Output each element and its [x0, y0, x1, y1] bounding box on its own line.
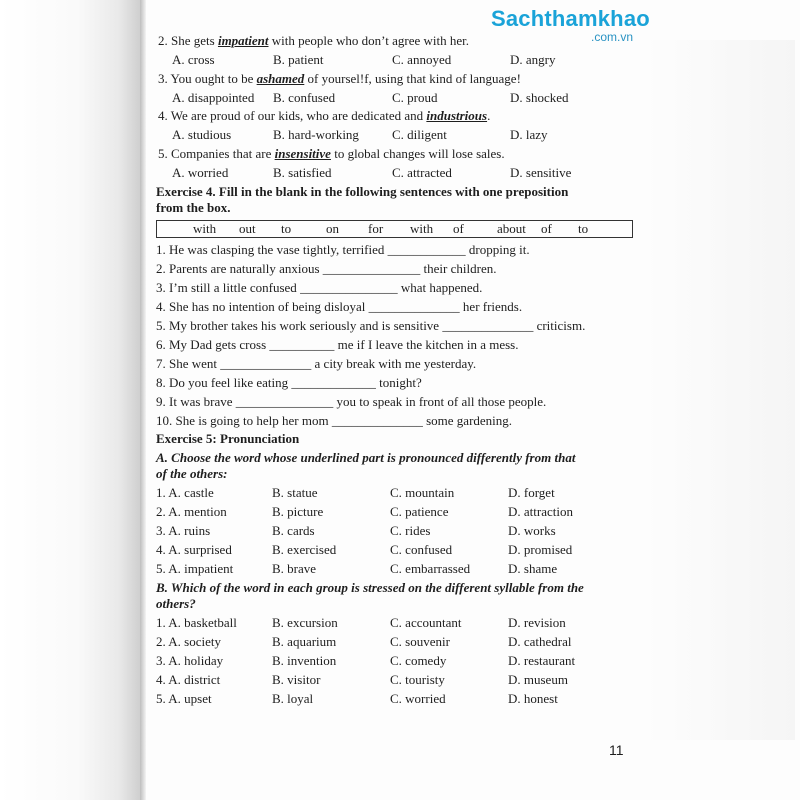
- word-box: [156, 220, 633, 238]
- stress-option-b: B. loyal: [272, 691, 314, 706]
- target-word: ashamed: [256, 71, 305, 86]
- fill-sentence: 6. My Dad gets cross __________ me if I leave the kitchen in a mess.: [156, 337, 519, 352]
- pron-option-c: C. patience: [390, 504, 449, 519]
- box-word: for: [368, 221, 384, 236]
- option-a: A. disappointed: [172, 90, 255, 105]
- option-c: C. annoyed: [392, 52, 452, 67]
- box-word: of: [541, 221, 552, 236]
- stress-option-a: 5. A. upset: [156, 691, 212, 706]
- pron-option-d: D. promised: [508, 542, 573, 557]
- option-d: D. shocked: [510, 90, 569, 105]
- box-word: on: [326, 221, 339, 236]
- pron-option-a: 4. A. surprised: [156, 542, 232, 557]
- pron-option-a: 1. A. castle: [156, 485, 214, 500]
- option-b: B. satisfied: [273, 165, 332, 180]
- pron-option-a: 5. A. impatient: [156, 561, 234, 576]
- pron-option-c: C. mountain: [390, 485, 455, 500]
- page-edge-shadow: [140, 0, 146, 800]
- target-word: impatient: [217, 33, 269, 48]
- exercise5-part-a-instruction: A. Choose the word whose underlined part is pronounced differently from that: [156, 450, 576, 465]
- question-4: 4. We are proud of our kids, who are dedicated and industrious.: [158, 108, 491, 123]
- box-word: to: [281, 221, 292, 236]
- stress-option-d: D. restaurant: [508, 653, 576, 668]
- stress-option-a: 3. A. holiday: [156, 653, 224, 668]
- stress-option-c: C. comedy: [390, 653, 447, 668]
- fill-sentence: 1. He was clasping the vase tightly, terrified ____________ dropping it.: [156, 242, 530, 257]
- box-word: about: [497, 221, 526, 236]
- box-word: out: [239, 221, 256, 236]
- stress-option-b: B. aquarium: [272, 634, 337, 649]
- stress-option-a: 2. A. society: [156, 634, 221, 649]
- option-b: B. hard-working: [273, 127, 359, 142]
- stress-option-b: B. excursion: [272, 615, 338, 630]
- option-a: A. studious: [172, 127, 232, 142]
- pron-option-d: D. forget: [508, 485, 555, 500]
- stress-option-a: 4. A. district: [156, 672, 221, 687]
- question-5: 5. Companies that are insensitive to global changes will lose sales.: [158, 146, 505, 161]
- option-a: A. cross: [172, 52, 215, 67]
- pron-option-b: B. picture: [272, 504, 324, 519]
- fill-sentence: 7. She went ______________ a city break with me yesterday.: [156, 356, 477, 371]
- pron-option-c: C. confused: [390, 542, 453, 557]
- option-d: D. lazy: [510, 127, 548, 142]
- option-d: D. angry: [510, 52, 556, 67]
- pron-option-c: C. rides: [390, 523, 431, 538]
- stress-option-c: C. souvenir: [390, 634, 450, 649]
- pron-option-d: D. shame: [508, 561, 558, 576]
- box-word: of: [453, 221, 464, 236]
- stress-option-b: B. visitor: [272, 672, 321, 687]
- option-c: C. attracted: [392, 165, 452, 180]
- exercise5-part-b-instruction-cont: others?: [156, 596, 196, 611]
- option-c: C. proud: [392, 90, 438, 105]
- pron-option-b: B. brave: [272, 561, 317, 576]
- pron-option-d: D. attraction: [508, 504, 573, 519]
- watermark-domain: .com.vn: [591, 30, 634, 44]
- exercise5-part-b-instruction: B. Which of the word in each group is stressed on the different syllable from the: [156, 580, 584, 595]
- target-word: insensitive: [274, 146, 331, 161]
- page-number: 11: [609, 742, 624, 758]
- pron-option-d: D. works: [508, 523, 556, 538]
- stress-option-d: D. museum: [508, 672, 568, 687]
- stress-option-c: C. touristy: [390, 672, 445, 687]
- option-c: C. diligent: [392, 127, 447, 142]
- stress-option-c: C. accountant: [390, 615, 462, 630]
- pron-option-b: B. statue: [272, 485, 318, 500]
- stress-option-d: D. cathedral: [508, 634, 572, 649]
- bleed-through: [645, 40, 795, 740]
- exercise5-part-a-instruction-cont: of the others:: [156, 466, 228, 481]
- fill-sentence: 4. She has no intention of being disloyal ______________ her friends.: [156, 299, 523, 314]
- stress-option-d: D. honest: [508, 691, 558, 706]
- pron-option-b: B. cards: [272, 523, 315, 538]
- box-word: with: [193, 221, 217, 236]
- fill-sentence: 10. She is going to help her mom ______________ some gardening.: [156, 413, 513, 428]
- box-word: to: [578, 221, 589, 236]
- fill-sentence: 2. Parents are naturally anxious _______________ their children.: [156, 261, 497, 276]
- pron-option-b: B. exercised: [272, 542, 337, 557]
- stress-option-d: D. revision: [508, 615, 566, 630]
- exercise5-title: Exercise 5: Pronunciation: [156, 431, 300, 446]
- fill-sentence: 8. Do you feel like eating _____________ tonight?: [156, 375, 422, 390]
- exercise4-title-cont: from the box.: [156, 200, 231, 215]
- pron-option-a: 3. A. ruins: [156, 523, 211, 538]
- option-d: D. sensitive: [510, 165, 572, 180]
- pron-option-c: C. embarrassed: [390, 561, 471, 576]
- stress-option-b: B. invention: [272, 653, 337, 668]
- exercise4-title: Exercise 4. Fill in the blank in the following sentences with one preposition: [156, 184, 569, 199]
- box-word: with: [410, 221, 434, 236]
- fill-sentence: 5. My brother takes his work seriously and is sensitive ______________ criticism.: [156, 318, 586, 333]
- watermark-logo: Sachthamkhao: [491, 6, 650, 31]
- question-3: 3. You ought to be ashamed of yoursel!f, using that kind of language!: [158, 71, 521, 86]
- stress-option-c: C. worried: [390, 691, 446, 706]
- option-b: B. confused: [273, 90, 336, 105]
- option-a: A. worried: [172, 165, 229, 180]
- stress-option-a: 1. A. basketball: [156, 615, 237, 630]
- target-word: industrious: [426, 108, 488, 123]
- question-2: 2. She gets impatient with people who don’t agree with her.: [158, 33, 470, 48]
- fill-sentence: 3. I’m still a little confused _______________ what happened.: [156, 280, 483, 295]
- fill-sentence: 9. It was brave _______________ you to speak in front of all those people.: [156, 394, 547, 409]
- option-b: B. patient: [273, 52, 324, 67]
- scan-background: [0, 0, 140, 800]
- pron-option-a: 2. A. mention: [156, 504, 227, 519]
